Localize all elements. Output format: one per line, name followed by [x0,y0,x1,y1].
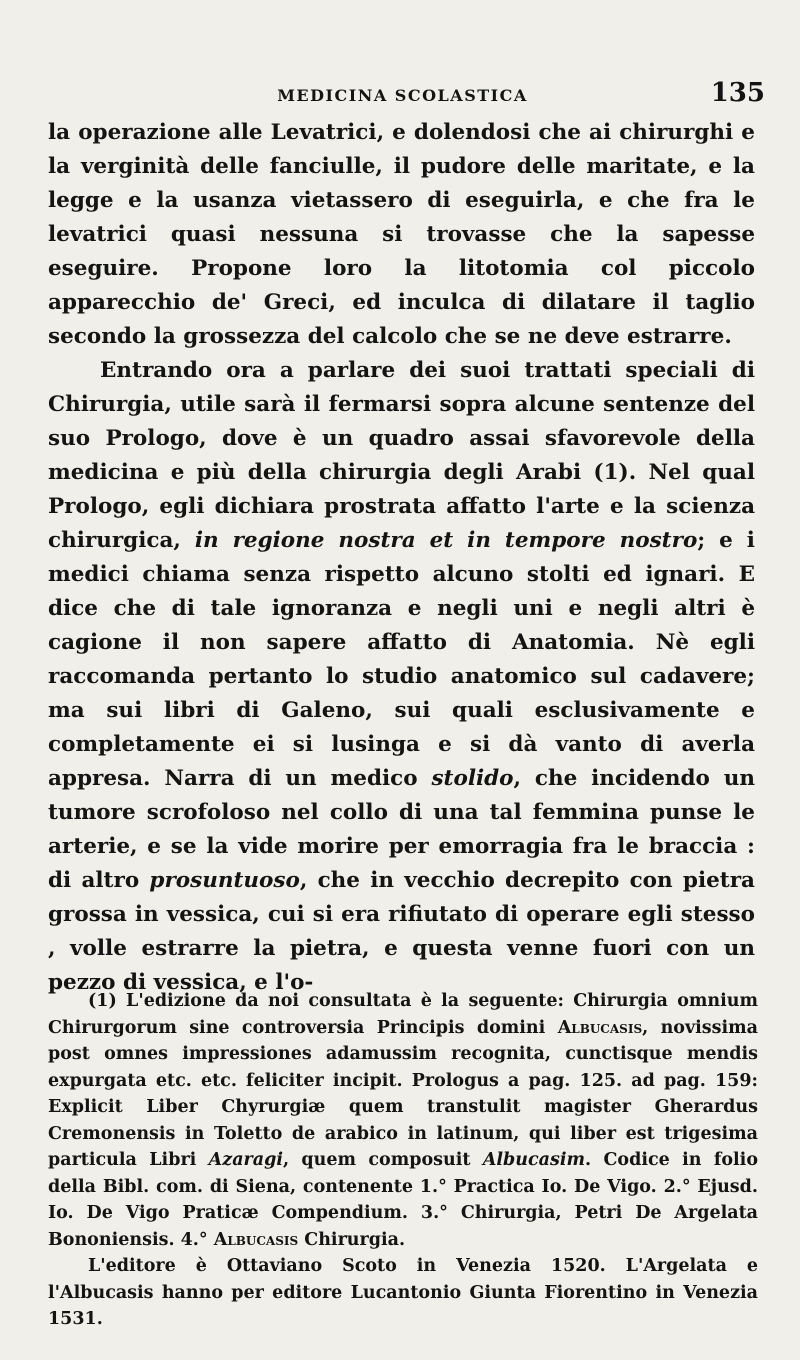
footnote-1 [48,988,758,1253]
running-title: MEDICINA SCOLASTICA [277,86,528,105]
footnote-1-italic-albucasim: Albucasim [482,1150,586,1170]
footnote-1-smallcaps-albucasis: Albucasis [557,1017,643,1038]
footnotes [48,988,758,1333]
footnote-1-text-c: , quem composuit [282,1150,471,1170]
paragraph-2-text-d: , che in vecchio decrepito con pietra grossa in vessica, cui si era rifiutato di operare egli stesso , volle estrarre la pietra, e questa venne fuori con un pezzo di vessica, e l'o- [48,868,755,995]
footnote-1-text-d: . Codice in folio della Bibl. com. di Siena, contenente 1.° Practica Io. De Vigo. 2.° Ejusd. Io. De Vigo Praticæ Compendium. 3.° Chirurgia, Petri De Argelata Bononiensis. 4.° [48,1150,759,1250]
paragraph-2-text-b: ; e i medici chiama senza rispetto alcuno stolti ed ignari. E dice che di tale ignoranza e negli uni e negli altri è cagione il non sapere affatto di Anatomia. Nè egli raccomanda pertanto lo studio anatomico sul cadavere; ma sui libri di Galeno, sui quali esclusivamente e completamente ei si lusinga e si dà vanto di averla appresa. Narra di un medico [48,528,755,791]
italic-word-prosuntuoso: prosuntuoso [149,868,300,893]
footnote-1-text-e: Chirurgia. [304,1229,406,1250]
page-header [40,80,765,116]
italic-word-stolido: stolido [431,766,514,791]
paragraph-2-text-a: Entrando ora a parlare dei suoi trattati speciali di Chirurgia, utile sarà il fermarsi sopra alcune sentenze del suo Prologo, dove è un quadro assai sfavorevole della medicina e più della chirurgia degli Arabi (1). Nel qual Prologo, egli dichiara prostrata affatto l'arte e la scienza chirurgica, [48,358,755,553]
footnote-1-italic-azaragi: Azaragi [208,1150,283,1170]
page-number: 135 [710,78,765,108]
paragraph-1-text: la operazione alle Levatrici, e dolendosi che ai chirurghi e la verginità delle fanciulle, il pudore delle maritate, e la legge e la usanza vietassero di eseguirla, e che fra le levatrici quasi nessuna si trovasse che la sapesse eseguire. Propone loro la litotomia col piccolo apparecchio de' Greci, ed inculca di dilatare il taglio secondo la grossezza del calcolo che se ne deve estrarre. [48,120,755,349]
footnote-2: L'editore è Ottaviano Scoto in Venezia 1520. L'Argelata e l'Albucasis hanno per editore Lucantonio Giunta Fiorentino in Venezia 1531. [48,1256,758,1329]
footnote-1-text-a: (1) L'edizione da noi consultata è la seguente: Chirurgia omnium Chirurgorum sine controversia Principis domini [48,991,758,1038]
italic-phrase-region: in regione nostra et in tempore nostro [194,528,698,553]
paragraph-1 [48,116,755,354]
footnote-1-smallcaps-albucasis-2: Albucasis [213,1229,299,1250]
main-text [48,116,755,1000]
paragraph-2 [48,354,755,1000]
footnote-1-text-b: , novissima post omnes impressiones adamussim recognita, cunctisque mendis expurgata etc. etc. feliciter incipit. Prologus a pag. 125. ad pag. 159: Explicit Liber Chyrurgiæ quem transtulit magister Gherardus Cremonensis in Toletto de arabico in latinum, qui liber est trigesima particula Libri [48,1017,759,1170]
paragraph-2-text-c: , che incidendo un tumore scrofoloso nel collo di una tal femmina punse le arterie, e se la vide morire per emorragia fra le braccia : di altro [48,766,755,893]
